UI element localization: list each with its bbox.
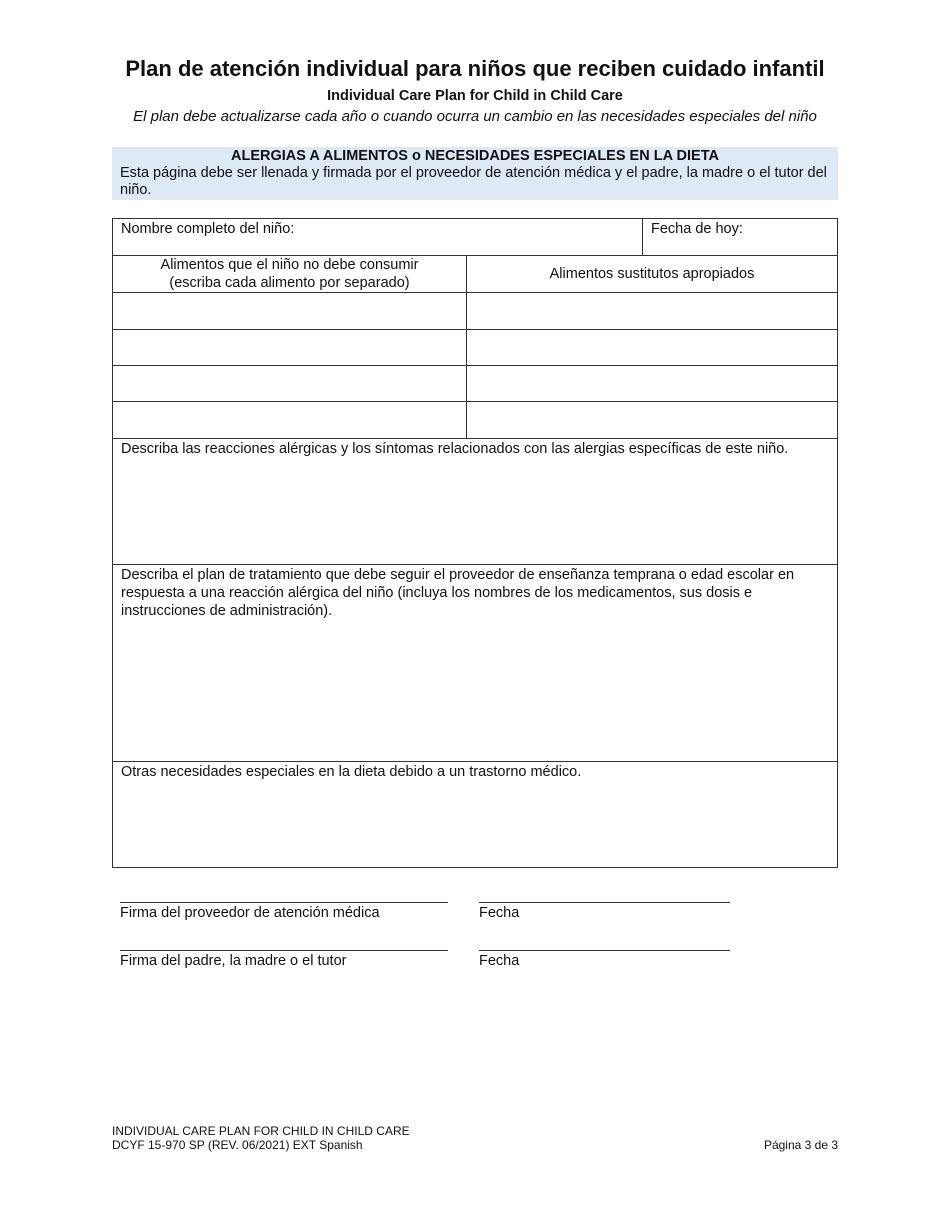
substitute-foods-header-label: Alimentos sustitutos apropiados <box>549 266 755 282</box>
page-number: Página 3 de 3 <box>763 1138 838 1152</box>
substitute-foods-header <box>466 255 838 293</box>
child-name-field[interactable] <box>112 218 643 256</box>
section-banner <box>112 147 838 200</box>
parent-date-label: Fecha <box>479 953 520 969</box>
treatment-plan-label: Describa el plan de tratamiento que debe seguir el proveedor de enseñanza temprana o edad escolar en respuesta a una reacción alérgica del niño (incluya los nombres de los medicamentos, sus dosis e instrucciones de administración). <box>121 567 795 619</box>
foods-to-avoid-header <box>112 255 467 293</box>
substitute-food-input[interactable] <box>466 292 838 330</box>
provider-signature-line[interactable] <box>120 902 448 903</box>
food-to-avoid-input[interactable] <box>112 365 467 402</box>
provider-signature-label: Firma del proveedor de atención médica <box>120 905 380 921</box>
allergic-reactions-label: Describa las reacciones alérgicas y los síntomas relacionados con las alergias específicas de este niño. <box>121 441 789 457</box>
food-to-avoid-input[interactable] <box>112 329 467 366</box>
section-heading: ALERGIAS A ALIMENTOS o NECESIDADES ESPECIALES EN LA DIETA <box>231 148 719 164</box>
parent-signature-line[interactable] <box>120 950 448 951</box>
parent-date-line[interactable] <box>479 950 730 951</box>
allergic-reactions-field[interactable] <box>112 438 838 565</box>
foods-to-avoid-header-line2: (escriba cada alimento por separado) <box>169 275 410 291</box>
treatment-plan-field[interactable] <box>112 564 838 762</box>
todays-date-label: Fecha de hoy: <box>651 221 743 237</box>
document-title: Plan de atención individual para niños que reciben cuidado infantil <box>125 56 825 81</box>
update-note: El plan debe actualizarse cada año o cuando ocurra un cambio en las necesidades especiales del niño <box>133 108 817 125</box>
footer-form-number: DCYF 15-970 SP (REV. 06/2021) EXT Spanish <box>112 1138 363 1152</box>
other-dietary-needs-field[interactable] <box>112 761 838 868</box>
substitute-food-input[interactable] <box>466 401 838 439</box>
food-to-avoid-input[interactable] <box>112 401 467 439</box>
foods-to-avoid-header-line1: Alimentos que el niño no debe consumir <box>160 257 419 273</box>
footer-form-title: INDIVIDUAL CARE PLAN FOR CHILD IN CHILD CARE <box>112 1124 410 1138</box>
substitute-food-input[interactable] <box>466 329 838 366</box>
provider-date-line[interactable] <box>479 902 730 903</box>
todays-date-field[interactable] <box>642 218 838 256</box>
provider-date-label: Fecha <box>479 905 520 921</box>
substitute-food-input[interactable] <box>466 365 838 402</box>
parent-signature-label: Firma del padre, la madre o el tutor <box>120 953 347 969</box>
child-name-label: Nombre completo del niño: <box>121 221 295 237</box>
section-instructions: Esta página debe ser llenada y firmada por el proveedor de atención médica y el padre, la madre o el tutor del niño. <box>120 165 827 198</box>
document-subtitle: Individual Care Plan for Child in Child Care <box>327 88 623 104</box>
food-to-avoid-input[interactable] <box>112 292 467 330</box>
other-dietary-needs-label: Otras necesidades especiales en la dieta debido a un trastorno médico. <box>121 764 582 780</box>
